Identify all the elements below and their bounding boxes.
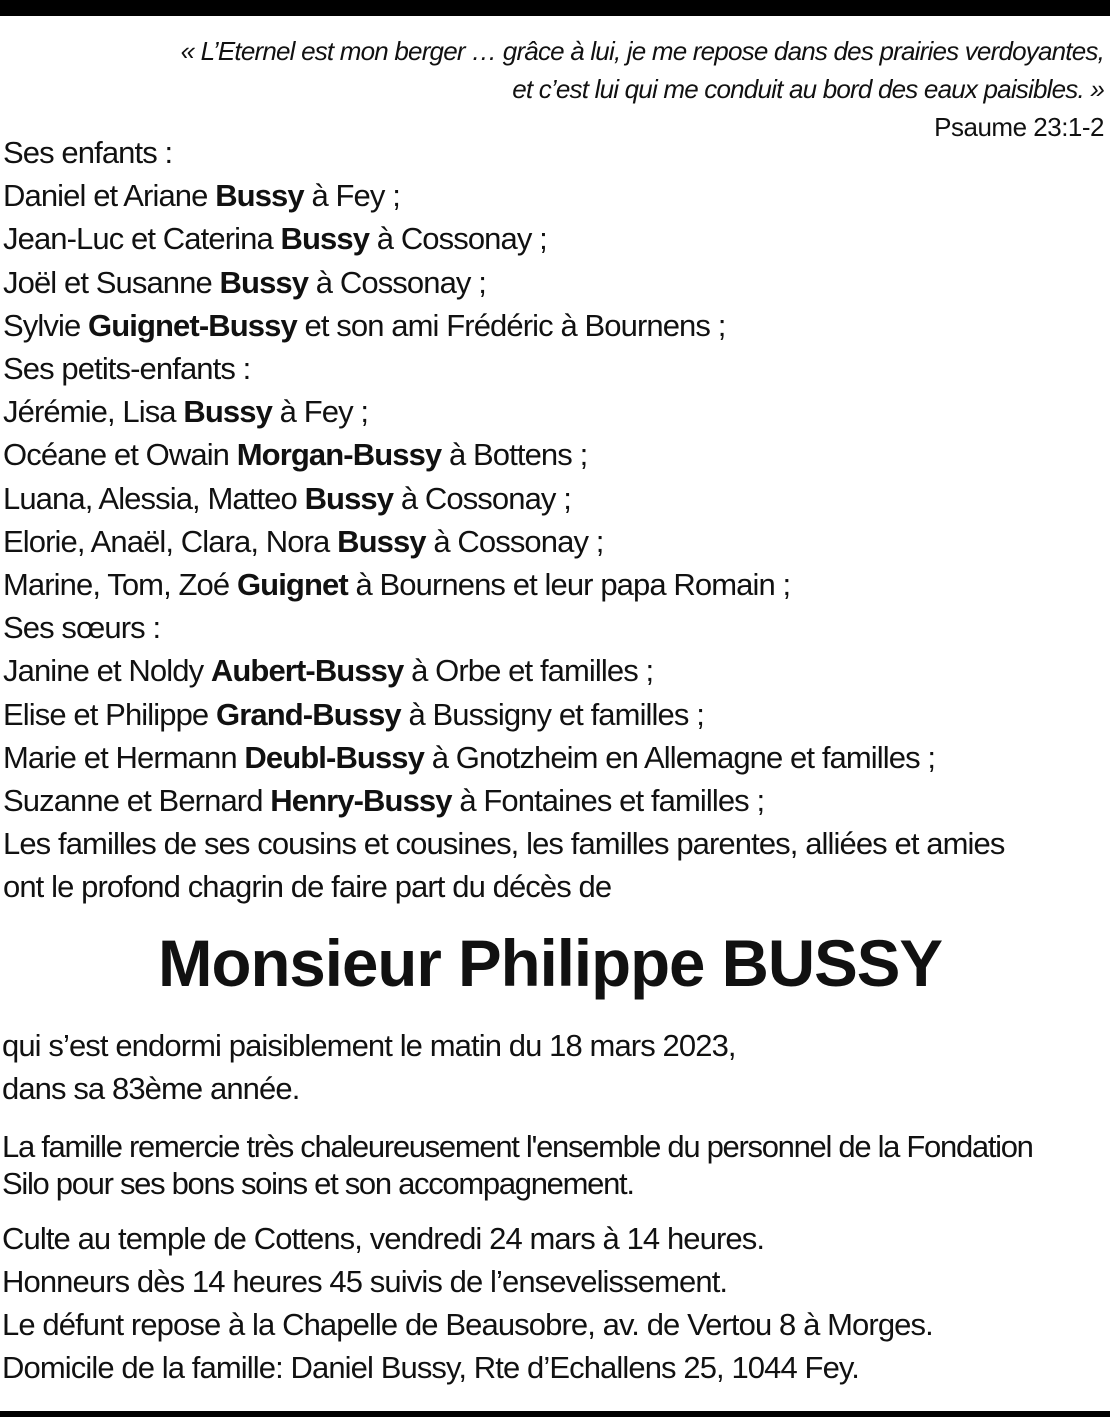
- psalm-verse: [4, 32, 1104, 108]
- child-entry: [3, 304, 1110, 347]
- entry-surname: Guignet: [236, 567, 348, 603]
- entry-text: à Fey ;: [271, 394, 369, 430]
- entry-text: Sylvie: [3, 307, 89, 343]
- entry-text: Luana, Alessia, Matteo: [3, 480, 305, 516]
- entry-surname: Morgan-Bussy: [236, 437, 442, 473]
- entry-text: à Bussigny et familles ;: [400, 696, 704, 732]
- thanks-notice: [2, 1128, 1110, 1202]
- entry-text: Jean-Luc et Caterina: [3, 221, 281, 257]
- entry-text: à Cossonay ;: [369, 221, 547, 257]
- closing-line-2: ont le profond chagrin de faire part du décès de: [3, 869, 612, 905]
- sisters-heading: Ses sœurs :: [3, 610, 161, 646]
- death-line-1: qui s’est endormi paisiblement le matin du 18 mars 2023,: [2, 1028, 736, 1063]
- entry-text: à Cossonay ;: [425, 523, 604, 559]
- entry-text: Janine et Noldy: [3, 653, 211, 689]
- service-line-4: Domicile de la famille: Daniel Bussy, Rte d’Echallens 25, 1044 Fey.: [2, 1350, 859, 1385]
- entry-surname: Deubl-Bussy: [244, 739, 424, 775]
- grandchild-entry: [3, 433, 1110, 476]
- grandchildren-heading: Ses petits-enfants :: [3, 351, 251, 387]
- entry-text: Océane et Owain: [3, 437, 237, 473]
- family-list: [3, 131, 1110, 909]
- entry-surname: Aubert-Bussy: [210, 653, 404, 689]
- service-line-3: Le défunt repose à la Chapelle de Beausobre, av. de Vertou 8 à Morges.: [2, 1307, 933, 1342]
- entry-text: à Fey ;: [303, 178, 400, 214]
- verse-reference: Psaume 23:1-2: [934, 112, 1104, 142]
- child-entry: [3, 174, 1110, 217]
- entry-surname: Grand-Bussy: [216, 696, 401, 732]
- entry-surname: Guignet-Bussy: [88, 307, 297, 343]
- entry-surname: Bussy: [183, 394, 272, 430]
- entry-surname: Bussy: [304, 480, 394, 516]
- entry-text: à Bournens et leur papa Romain ;: [347, 567, 791, 603]
- entry-text: à Gnotzheim en Allemagne et familles ;: [424, 739, 936, 775]
- entry-surname: Bussy: [215, 178, 304, 214]
- service-details: [2, 1217, 1110, 1389]
- verse-line-2: et c’est lui qui me conduit au bord des eaux paisibles. »: [512, 74, 1104, 104]
- entry-surname: Bussy: [337, 523, 426, 559]
- entry-text: Marine, Tom, Zoé: [3, 567, 237, 603]
- entry-text: Elorie, Anaël, Clara, Nora: [3, 523, 338, 559]
- entry-surname: Bussy: [280, 221, 370, 257]
- service-line-2: Honneurs dès 14 heures 45 suivis de l’ensevelissement.: [2, 1264, 728, 1299]
- bottom-rule: [0, 1411, 1110, 1417]
- entry-text: Daniel et Ariane: [3, 178, 216, 214]
- child-entry: [3, 261, 1110, 304]
- entry-text: à Fontaines et familles ;: [451, 783, 765, 819]
- deceased-name: Monsieur Philippe BUSSY: [158, 926, 942, 1000]
- entry-text: à Cossonay ;: [393, 480, 571, 516]
- top-rule: [0, 0, 1110, 16]
- entry-text: à Orbe et familles ;: [403, 653, 654, 689]
- service-line-1: Culte au temple de Cottens, vendredi 24 mars à 14 heures.: [2, 1221, 765, 1256]
- grandchild-entry: [3, 390, 1110, 433]
- verse-line-1: « L’Eternel est mon berger … grâce à lui, je me repose dans des prairies verdoyantes,: [180, 36, 1104, 66]
- entry-text: Jérémie, Lisa: [3, 394, 184, 430]
- sister-entry: [3, 649, 1110, 692]
- entry-surname: Bussy: [219, 264, 309, 300]
- entry-text: à Cossonay ;: [308, 264, 486, 300]
- grandchild-entry: [3, 563, 1110, 606]
- death-line-2: dans sa 83ème année.: [2, 1071, 300, 1106]
- entry-text: et son ami Frédéric à Bournens ;: [296, 307, 726, 343]
- thanks-line-2: Silo pour ses bons soins et son accompagnement.: [2, 1166, 634, 1201]
- thanks-line-1: La famille remercie très chaleureusement l'ensemble du personnel de la Fondation: [2, 1129, 1033, 1164]
- entry-text: Elise et Philippe: [3, 696, 216, 732]
- child-entry: [3, 217, 1110, 260]
- entry-text: Suzanne et Bernard: [3, 783, 271, 819]
- sister-entry: [3, 736, 1110, 779]
- sister-entry: [3, 693, 1110, 736]
- entry-text: Marie et Hermann: [3, 739, 245, 775]
- closing-line-1: Les familles de ses cousins et cousines, les familles parentes, alliées et amies: [3, 826, 1005, 862]
- children-heading: Ses enfants :: [3, 135, 173, 170]
- entry-text: Joël et Susanne: [3, 264, 220, 300]
- grandchild-entry: [3, 477, 1110, 520]
- sister-entry: [3, 779, 1110, 822]
- entry-text: à Bottens ;: [441, 437, 588, 473]
- grandchild-entry: [3, 520, 1110, 563]
- death-notice: [2, 1024, 1110, 1110]
- entry-surname: Henry-Bussy: [270, 783, 452, 819]
